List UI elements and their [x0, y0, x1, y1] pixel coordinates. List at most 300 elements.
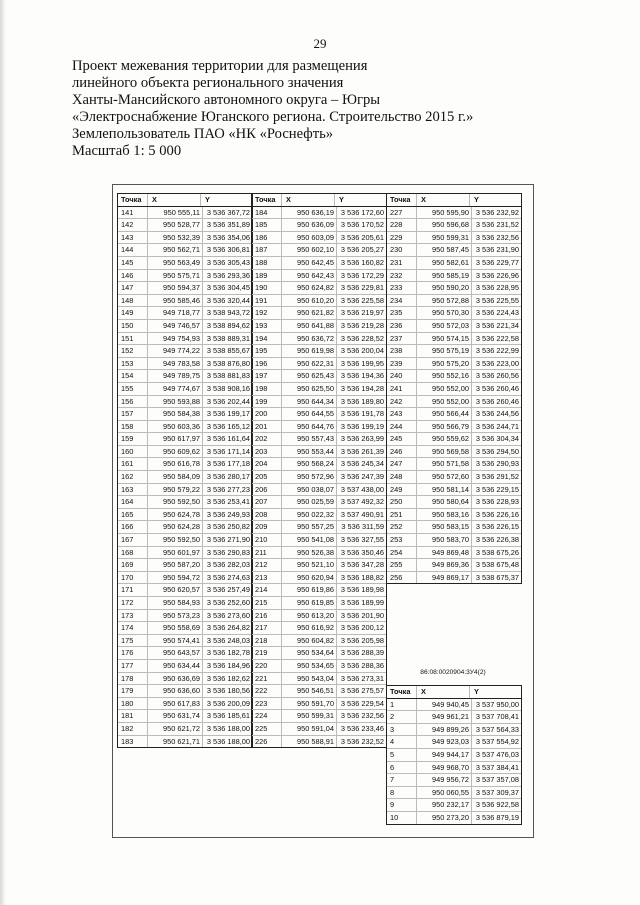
- x-cell: 950 038,07: [282, 484, 337, 496]
- table-row: [252, 736, 386, 748]
- point-cell: 195: [252, 345, 282, 357]
- table-row: [252, 219, 386, 232]
- table-row: [252, 673, 386, 686]
- table-row: [118, 207, 252, 220]
- y-cell: 3 536 223,00: [475, 358, 519, 368]
- table-row: [252, 710, 386, 723]
- y-cell: 3 536 222,99: [475, 346, 519, 356]
- table-row: [252, 660, 386, 673]
- point-cell: 169: [118, 559, 148, 571]
- point-cell: 176: [118, 647, 148, 659]
- table-row: [118, 295, 252, 308]
- point-cell: 228: [387, 219, 417, 231]
- table-row: [387, 408, 521, 421]
- document-header: [72, 58, 473, 160]
- y-cell: 3 536 229,77: [475, 257, 519, 267]
- table-row: [252, 610, 386, 623]
- header-line-2: линейного объекта регионального значения: [72, 75, 344, 91]
- table-row: [118, 383, 252, 396]
- table-row: [387, 320, 521, 333]
- point-cell: 184: [252, 207, 282, 219]
- table-row: [387, 345, 521, 358]
- x-cell: 950 521,10: [282, 559, 337, 571]
- x-cell: 949 869,17: [417, 572, 472, 584]
- point-cell: 203: [252, 446, 282, 458]
- y-cell: 3 536 219,97: [340, 308, 384, 318]
- x-cell: 950 621,71: [148, 736, 203, 748]
- y-cell: 3 536 172,29: [340, 270, 384, 280]
- point-cell: 194: [252, 333, 282, 345]
- x-cell: 950 568,24: [282, 458, 337, 470]
- column-header-point: Точка: [387, 686, 417, 698]
- point-cell: 244: [387, 421, 417, 433]
- point-cell: 161: [118, 458, 148, 470]
- x-cell: 950 593,88: [148, 396, 203, 408]
- table-row: [252, 698, 386, 711]
- x-cell: 950 581,14: [417, 484, 472, 496]
- y-cell: 3 536 232,52: [340, 736, 384, 746]
- point-cell: 206: [252, 484, 282, 496]
- y-cell: 3 536 250,82: [206, 522, 250, 532]
- y-cell: 3 537 492,32: [340, 497, 384, 507]
- x-cell: 950 562,71: [148, 244, 203, 256]
- x-cell: 950 621,72: [148, 723, 203, 735]
- point-cell: 150: [118, 320, 148, 332]
- x-cell: 950 588,91: [282, 736, 337, 748]
- y-cell: 3 536 229,15: [475, 484, 519, 494]
- y-cell: 3 536 205,61: [340, 232, 384, 242]
- y-cell: 3 537 309,37: [475, 787, 519, 797]
- y-cell: 3 536 199,19: [340, 421, 384, 431]
- y-cell: 3 536 351,89: [206, 220, 250, 230]
- x-cell: 950 617,83: [148, 698, 203, 710]
- table-row: [387, 736, 521, 749]
- x-cell: 950 587,45: [417, 244, 472, 256]
- y-cell: 3 538 894,62: [206, 320, 250, 330]
- table-row: [387, 799, 521, 812]
- x-cell: 950 636,72: [282, 333, 337, 345]
- x-cell: 949 869,36: [417, 559, 472, 571]
- y-cell: 3 536 290,93: [475, 459, 519, 469]
- table-row: [252, 295, 386, 308]
- point-cell: 142: [118, 219, 148, 231]
- table-row: [252, 358, 386, 371]
- point-cell: 221: [252, 673, 282, 685]
- table-row: [252, 635, 386, 648]
- point-cell: 156: [118, 396, 148, 408]
- point-cell: 216: [252, 610, 282, 622]
- y-cell: 3 536 275,57: [340, 686, 384, 696]
- table-row: [387, 295, 521, 308]
- point-cell: 174: [118, 622, 148, 634]
- point-cell: 166: [118, 521, 148, 533]
- x-cell: 950 642,45: [282, 257, 337, 269]
- x-cell: 950 534,65: [282, 660, 337, 672]
- table-row: [118, 723, 252, 736]
- x-cell: 949 968,70: [417, 762, 472, 774]
- y-cell: 3 536 282,03: [206, 560, 250, 570]
- y-cell: 3 536 291,52: [475, 472, 519, 482]
- y-cell: 3 538 876,80: [206, 358, 250, 368]
- table-row: [387, 496, 521, 509]
- x-cell: 950 616,78: [148, 458, 203, 470]
- table-row: [387, 711, 521, 724]
- table-row: [387, 559, 521, 572]
- x-cell: 950 585,46: [148, 295, 203, 307]
- y-cell: 3 536 177,18: [206, 459, 250, 469]
- x-cell: 949 923,03: [417, 736, 472, 748]
- x-cell: 950 583,70: [417, 534, 472, 546]
- y-cell: 3 536 172,60: [340, 207, 384, 217]
- y-cell: 3 536 161,64: [206, 434, 250, 444]
- point-cell: 9: [387, 799, 417, 811]
- x-cell: 950 642,43: [282, 270, 337, 282]
- y-cell: 3 536 263,99: [340, 434, 384, 444]
- y-cell: 3 537 490,91: [340, 509, 384, 519]
- x-cell: 950 585,19: [417, 270, 472, 282]
- point-cell: 170: [118, 572, 148, 584]
- point-cell: 192: [252, 307, 282, 319]
- table-row: [387, 396, 521, 409]
- point-cell: 181: [118, 710, 148, 722]
- table-header-row: [118, 194, 252, 207]
- x-cell: 950 575,71: [148, 270, 203, 282]
- point-cell: 172: [118, 597, 148, 609]
- point-cell: 232: [387, 270, 417, 282]
- x-cell: 949 746,57: [148, 320, 203, 332]
- x-cell: 950 582,61: [417, 257, 472, 269]
- point-cell: 141: [118, 207, 148, 219]
- y-cell: 3 536 290,83: [206, 547, 250, 557]
- x-cell: 950 616,92: [282, 622, 337, 634]
- x-cell: 950 552,00: [417, 396, 472, 408]
- x-cell: 950 603,09: [282, 232, 337, 244]
- y-cell: 3 536 228,95: [475, 283, 519, 293]
- point-cell: 201: [252, 421, 282, 433]
- point-cell: 224: [252, 710, 282, 722]
- y-cell: 3 536 226,96: [475, 270, 519, 280]
- point-cell: 186: [252, 232, 282, 244]
- y-cell: 3 536 191,78: [340, 409, 384, 419]
- scan-edge-shadow: [0, 0, 6, 905]
- y-cell: 3 536 199,17: [206, 409, 250, 419]
- point-cell: 223: [252, 698, 282, 710]
- table-row: [118, 572, 252, 585]
- point-cell: 230: [387, 244, 417, 256]
- y-cell: 3 536 367,72: [206, 207, 250, 217]
- table-row: [252, 509, 386, 522]
- table-row: [387, 774, 521, 787]
- page-number: 29: [313, 36, 327, 51]
- x-cell: 950 636,19: [282, 207, 337, 219]
- x-cell: 950 643,57: [148, 647, 203, 659]
- point-cell: 246: [387, 446, 417, 458]
- y-cell: 3 536 199,95: [340, 358, 384, 368]
- y-cell: 3 536 354,06: [206, 232, 250, 242]
- y-cell: 3 536 222,58: [475, 333, 519, 343]
- point-cell: 243: [387, 408, 417, 420]
- column-header-point: Точка: [252, 194, 282, 206]
- point-cell: 175: [118, 635, 148, 647]
- table-row: [118, 673, 252, 686]
- point-cell: 162: [118, 471, 148, 483]
- point-cell: 229: [387, 232, 417, 244]
- x-cell: 950 526,38: [282, 547, 337, 559]
- y-cell: 3 536 350,46: [340, 547, 384, 557]
- y-cell: 3 536 228,52: [340, 333, 384, 343]
- x-cell: 950 590,20: [417, 282, 472, 294]
- table-row: [252, 307, 386, 320]
- point-cell: 251: [387, 509, 417, 521]
- table-row: [118, 408, 252, 421]
- x-cell: 950 613,20: [282, 610, 337, 622]
- x-cell: 950 584,93: [148, 597, 203, 609]
- point-cell: 219: [252, 647, 282, 659]
- y-cell: 3 536 347,28: [340, 560, 384, 570]
- table-header-row: [252, 194, 386, 207]
- point-cell: 234: [387, 295, 417, 307]
- table-row: [118, 484, 252, 497]
- header-line-6: Масштаб 1: 5 000: [72, 143, 182, 159]
- point-cell: 185: [252, 219, 282, 231]
- point-cell: 210: [252, 534, 282, 546]
- y-cell: 3 538 889,31: [206, 333, 250, 343]
- table-row: [387, 812, 521, 824]
- table-row: [252, 383, 386, 396]
- table-row: [252, 433, 386, 446]
- table-row: [252, 559, 386, 572]
- point-cell: 242: [387, 396, 417, 408]
- point-cell: 253: [387, 534, 417, 546]
- x-cell: 950 620,94: [282, 572, 337, 584]
- point-cell: 173: [118, 610, 148, 622]
- x-cell: 950 617,97: [148, 433, 203, 445]
- x-cell: 950 553,44: [282, 446, 337, 458]
- table-row: [252, 446, 386, 459]
- table-row: [118, 446, 252, 459]
- y-cell: 3 536 189,99: [340, 598, 384, 607]
- y-cell: 3 536 922,58: [475, 800, 519, 810]
- table-row: [252, 685, 386, 698]
- table-row: [252, 333, 386, 346]
- point-cell: 196: [252, 358, 282, 370]
- point-cell: 231: [387, 257, 417, 269]
- point-cell: 2: [387, 711, 417, 723]
- point-cell: 154: [118, 370, 148, 382]
- x-cell: 950 573,23: [148, 610, 203, 622]
- table-row: [387, 787, 521, 800]
- point-cell: 240: [387, 370, 417, 382]
- point-cell: 179: [118, 685, 148, 697]
- point-cell: 159: [118, 433, 148, 445]
- point-cell: 182: [118, 723, 148, 735]
- x-cell: 950 528,77: [148, 219, 203, 231]
- y-cell: 3 537 950,00: [475, 699, 519, 709]
- x-cell: 949 754,93: [148, 333, 203, 345]
- point-cell: 6: [387, 762, 417, 774]
- x-cell: 950 552,00: [417, 383, 472, 395]
- x-cell: 950 596,68: [417, 219, 472, 231]
- x-cell: 950 644,55: [282, 408, 337, 420]
- point-cell: 145: [118, 257, 148, 269]
- x-cell: 950 636,69: [148, 673, 203, 685]
- point-cell: 207: [252, 496, 282, 508]
- table-row: [118, 396, 252, 409]
- table-row: [252, 597, 386, 610]
- x-cell: 950 602,10: [282, 244, 337, 256]
- y-cell: 3 536 249,93: [206, 509, 250, 519]
- y-cell: 3 536 306,81: [206, 245, 250, 255]
- y-cell: 3 536 273,60: [206, 610, 250, 620]
- table-row: [387, 383, 521, 396]
- point-cell: 255: [387, 559, 417, 571]
- y-cell: 3 536 200,09: [206, 698, 250, 708]
- point-cell: 209: [252, 521, 282, 533]
- point-cell: 235: [387, 307, 417, 319]
- point-cell: 164: [118, 496, 148, 508]
- y-cell: 3 536 184,96: [206, 660, 250, 670]
- x-cell: 950 563,49: [148, 257, 203, 269]
- y-cell: 3 536 248,03: [206, 635, 250, 645]
- y-cell: 3 536 271,90: [206, 535, 250, 545]
- y-cell: 3 536 170,52: [340, 220, 384, 230]
- y-cell: 3 536 244,71: [475, 421, 519, 431]
- y-cell: 3 536 304,34: [475, 434, 519, 444]
- y-cell: 3 536 224,43: [475, 308, 519, 318]
- table-row: [252, 484, 386, 497]
- point-cell: 249: [387, 484, 417, 496]
- point-cell: 180: [118, 698, 148, 710]
- point-cell: 191: [252, 295, 282, 307]
- point-cell: 171: [118, 584, 148, 596]
- table-row: [387, 333, 521, 346]
- table-row: [118, 736, 252, 748]
- column-header-y: Y: [205, 195, 210, 204]
- table-row: [118, 521, 252, 534]
- y-cell: 3 536 200,04: [340, 346, 384, 356]
- table-row: [387, 699, 521, 712]
- y-cell: 3 538 675,26: [475, 547, 519, 557]
- y-cell: 3 536 293,36: [206, 270, 250, 280]
- table-row: [387, 762, 521, 775]
- x-cell: 950 634,44: [148, 660, 203, 672]
- table-row: [387, 307, 521, 320]
- table-row: [252, 471, 386, 484]
- x-cell: 950 592,50: [148, 534, 203, 546]
- point-cell: 200: [252, 408, 282, 420]
- table-row: [387, 572, 521, 584]
- y-cell: 3 536 264,82: [206, 623, 250, 633]
- point-cell: 245: [387, 433, 417, 445]
- table-row: [252, 207, 386, 220]
- coordinate-table-4: [386, 685, 522, 825]
- y-cell: 3 536 245,34: [340, 459, 384, 469]
- x-cell: 950 591,04: [282, 723, 337, 735]
- table-header-row: [387, 194, 521, 207]
- table-row: [118, 345, 252, 358]
- table-row: [118, 685, 252, 698]
- x-cell: 950 636,09: [282, 219, 337, 231]
- point-cell: 147: [118, 282, 148, 294]
- y-cell: 3 537 384,41: [475, 762, 519, 772]
- y-cell: 3 536 188,00: [206, 736, 250, 746]
- point-cell: 193: [252, 320, 282, 332]
- table-row: [118, 257, 252, 270]
- y-cell: 3 537 708,41: [475, 712, 519, 722]
- header-line-4: «Электроснабжение Юганского региона. Строительство 2015 г.»: [72, 109, 474, 125]
- y-cell: 3 537 438,00: [340, 484, 384, 494]
- y-cell: 3 536 226,38: [475, 535, 519, 545]
- point-cell: 250: [387, 496, 417, 508]
- table-row: [387, 232, 521, 245]
- x-cell: 949 783,58: [148, 358, 203, 370]
- table-row: [252, 534, 386, 547]
- y-cell: 3 536 205,27: [340, 245, 384, 255]
- x-cell: 950 641,88: [282, 320, 337, 332]
- y-cell: 3 536 232,56: [340, 711, 384, 721]
- table-row: [118, 270, 252, 283]
- y-cell: 3 536 231,90: [475, 245, 519, 255]
- table-row: [118, 370, 252, 383]
- table-row: [387, 244, 521, 257]
- table-row: [118, 660, 252, 673]
- x-cell: 950 534,64: [282, 647, 337, 659]
- y-cell: 3 536 221,34: [475, 320, 519, 330]
- y-cell: 3 536 879,19: [475, 812, 519, 822]
- column-header-x: X: [417, 686, 470, 698]
- x-cell: 950 584,09: [148, 471, 203, 483]
- table-row: [387, 207, 521, 220]
- point-cell: 208: [252, 509, 282, 521]
- y-cell: 3 536 294,50: [475, 446, 519, 456]
- point-cell: 217: [252, 622, 282, 634]
- table-row: [252, 244, 386, 257]
- point-cell: 163: [118, 484, 148, 496]
- table-row: [387, 270, 521, 283]
- x-cell: 950 579,22: [148, 484, 203, 496]
- y-cell: 3 536 252,60: [206, 598, 250, 607]
- table-row: [118, 647, 252, 660]
- y-cell: 3 536 232,56: [475, 232, 519, 242]
- column-header-y: Y: [474, 687, 479, 696]
- point-cell: 178: [118, 673, 148, 685]
- table-row: [118, 597, 252, 610]
- table-row: [118, 219, 252, 232]
- x-cell: 950 625,43: [282, 370, 337, 382]
- table-row: [252, 396, 386, 409]
- y-cell: 3 538 855,67: [206, 346, 250, 356]
- y-cell: 3 536 305,43: [206, 257, 250, 267]
- y-cell: 3 536 260,56: [475, 371, 519, 381]
- y-cell: 3 536 182,62: [206, 673, 250, 683]
- table-row: [118, 421, 252, 434]
- table-row: [118, 333, 252, 346]
- table-row: [118, 282, 252, 295]
- x-cell: 949 774,67: [148, 383, 203, 395]
- y-cell: 3 536 189,80: [340, 396, 384, 406]
- table-row: [387, 458, 521, 471]
- x-cell: 950 620,57: [148, 584, 203, 596]
- table-row: [118, 496, 252, 509]
- point-cell: 233: [387, 282, 417, 294]
- point-cell: 167: [118, 534, 148, 546]
- point-cell: 146: [118, 270, 148, 282]
- x-cell: 950 566,44: [417, 408, 472, 420]
- table-row: [252, 547, 386, 560]
- y-cell: 3 536 274,63: [206, 572, 250, 582]
- table-row: [252, 408, 386, 421]
- table-row: [252, 232, 386, 245]
